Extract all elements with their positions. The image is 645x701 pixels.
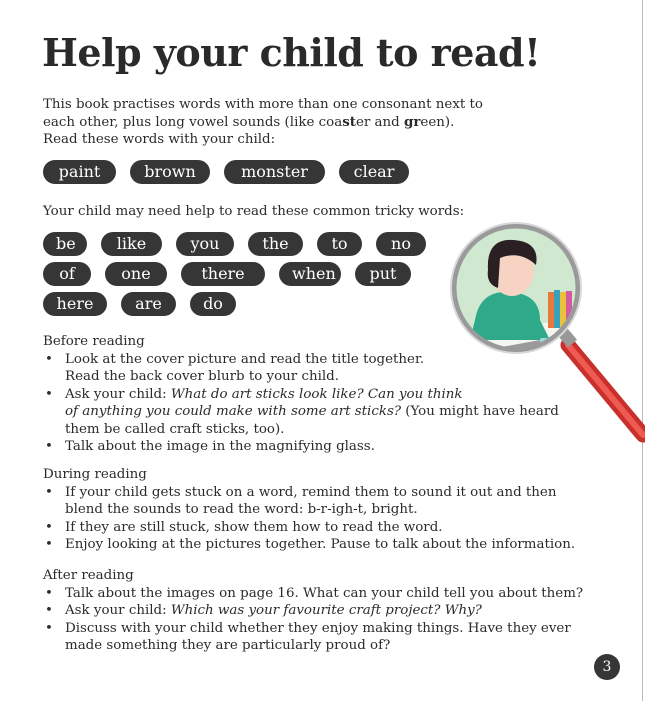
tricky-word-pill: to [317, 232, 362, 256]
word-pill: paint [43, 160, 116, 184]
tricky-word-pill: the [248, 232, 303, 256]
during-reading-section [43, 466, 623, 554]
tricky-word-pill: you [176, 232, 234, 256]
after-reading-section [43, 567, 623, 655]
tricky-word-pill: put [355, 262, 411, 286]
list-item: • Talk about the image in the magnifying glass. [43, 438, 603, 456]
list-item: • Talk about the images on page 16. What can your child tell you about them? [43, 585, 623, 603]
list-item: • Look at the cover picture and read the title together. Read the back cover blurb to your child. [43, 351, 603, 386]
before-reading-section [43, 333, 603, 456]
section-heading: During reading [43, 467, 147, 482]
tricky-row-2 [43, 262, 411, 286]
tricky-word-pill: do [190, 292, 236, 316]
intro-text: This book practises words with more than one consonant next to each other, plus long vowel sounds (like coaster and green). Read these words with your child: [43, 97, 483, 147]
tricky-word-pill: here [43, 292, 107, 316]
tricky-word-pill: of [43, 262, 91, 286]
word-pill: monster [224, 160, 325, 184]
list-item: • If they are still stuck, show them how to read the word. [43, 519, 623, 537]
tricky-row-3 [43, 292, 236, 316]
tricky-word-pill: like [101, 232, 162, 256]
tricky-row-1 [43, 232, 426, 256]
tricky-word-pill: when [279, 262, 341, 286]
tricky-word-pill: one [105, 262, 167, 286]
tricky-word-pill: be [43, 232, 87, 256]
list-item: • Discuss with your child whether they enjoy making things. Have they ever made something they are particularly proud of? [43, 620, 623, 655]
list-item: • Enjoy looking at the pictures together. Pause to talk about the information. [43, 536, 623, 554]
tricky-word-pill: there [181, 262, 265, 286]
tricky-word-pill: no [376, 232, 426, 256]
word-pill: clear [339, 160, 409, 184]
section-heading: After reading [43, 568, 134, 583]
list-item: • Ask your child: Which was your favourite craft project? Why? [43, 602, 623, 620]
page-title: Help your child to read! [42, 30, 541, 75]
list-item: • Ask your child: What do art sticks look like? Can you think of anything you could make with some art sticks? (You might have heard them be called craft sticks, too). [43, 386, 603, 439]
tricky-word-pill: are [121, 292, 176, 316]
word-pill: brown [130, 160, 210, 184]
list-item: • If your child gets stuck on a word, remind them to sound it out and then blend the sounds to read the word: b-r-igh-t, bright. [43, 484, 623, 519]
page-number: 3 [594, 654, 620, 680]
tricky-intro: Your child may need help to read these common tricky words: [43, 204, 465, 219]
practice-words [43, 160, 409, 184]
section-heading: Before reading [43, 334, 145, 349]
